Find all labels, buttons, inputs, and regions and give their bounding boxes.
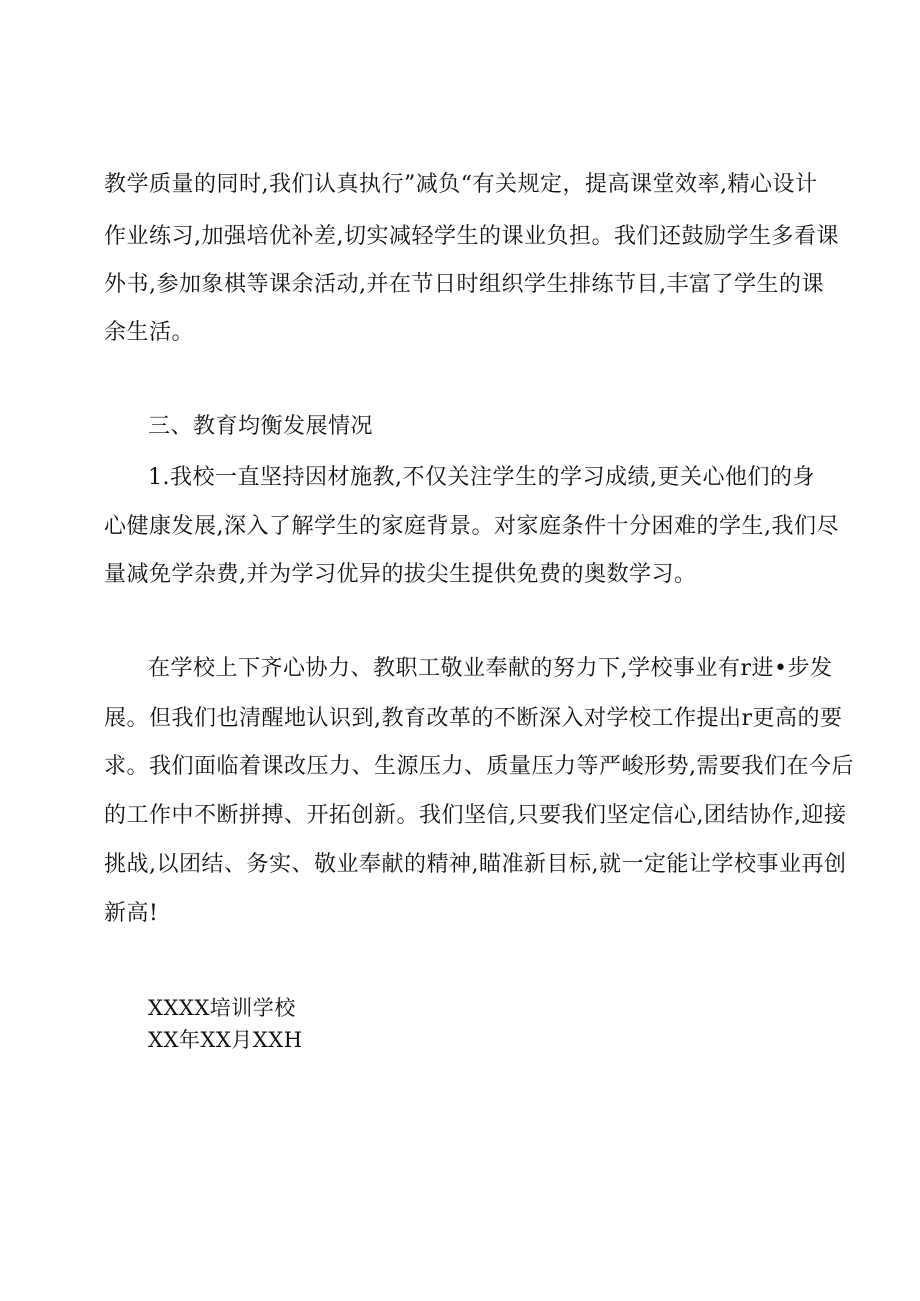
para1-line-4: 余生活。 xyxy=(104,320,195,345)
conclusion-line-6: 新高! xyxy=(104,901,159,926)
item1-line-1: 1.我校一直坚持因材施教,不仅关注学生的学习成绩,更关心他们的身 xyxy=(148,465,815,490)
conclusion-line-3: 求。我们面临着课改压力、生源压力、质量压力等严峻形势,需要我们在今后 xyxy=(104,754,854,779)
conclusion-line-1: 在学校上下齐心协力、教职工敬业奉献的努力下,学校事业有r进•步发 xyxy=(148,656,833,681)
signature-school: XXXX培训学校 xyxy=(148,996,296,1020)
conclusion-line-4: 的工作中不断拼搏、开拓创新。我们坚信,只要我们坚定信心,团结协作,迎接 xyxy=(104,803,847,828)
conclusion-line-5: 挑战,以团结、务实、敬业奉献的精神,瞄准新目标,就一定能让学校事业再创 xyxy=(104,852,847,877)
item1-line-2: 心健康发展,深入了解学生的家庭背景。对家庭条件十分困难的学生,我们尽 xyxy=(104,514,839,539)
section-heading: 三、教育均衡发展情况 xyxy=(148,414,374,439)
para1-line-3: 外书,参加象棋等课余活动,并在节日时组织学生排练节目,丰富了学生的课 xyxy=(104,272,824,297)
para1-line-1: 教学质量的同时,我们认真执行”减负“有关规定，提高课堂效率,精心设计 xyxy=(104,172,818,197)
signature-date: XX年XX月XXH xyxy=(148,1028,303,1052)
conclusion-line-2: 展。但我们也清醒地认识到,教育改革的不断深入对学校工作提出r更高的要 xyxy=(104,706,843,731)
para1-line-2: 作业练习,加强培优补差,切实减轻学生的课业负担。我们还鼓励学生多看课 xyxy=(104,224,839,249)
item1-line-3: 量减免学杂费,并为学习优异的拔尖生提供免费的奥数学习。 xyxy=(104,562,697,587)
